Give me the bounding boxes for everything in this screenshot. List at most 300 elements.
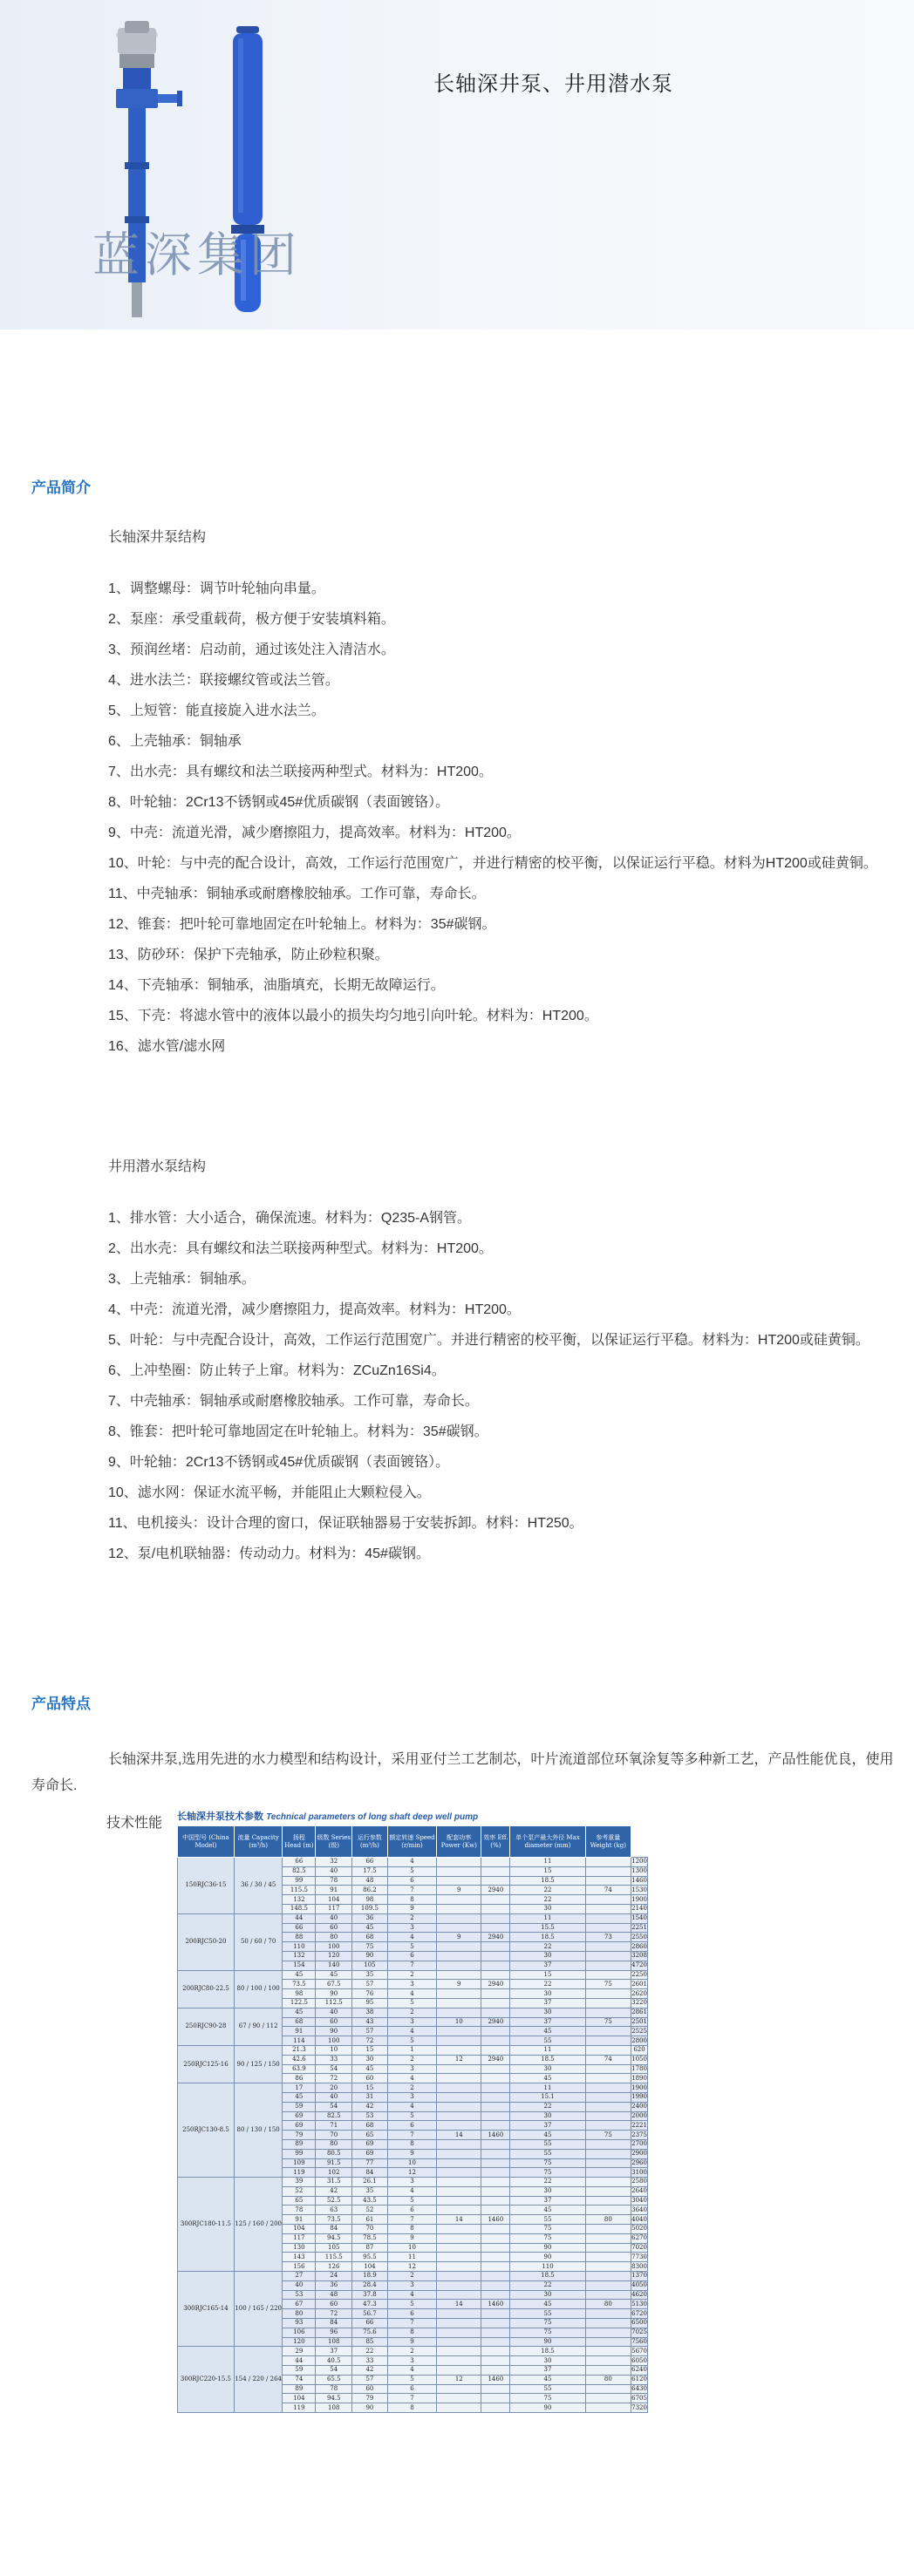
table-cell: 37 <box>316 2347 352 2356</box>
table-cell <box>437 1913 481 1923</box>
table-cell: 14 <box>437 2215 481 2225</box>
table-cell <box>585 2280 631 2290</box>
table-cell: 12 <box>387 2168 436 2178</box>
table-cell: 57 <box>352 2375 388 2384</box>
table-cell: 45 <box>510 2300 585 2309</box>
table-cell: 82.5 <box>283 1866 316 1876</box>
table-cell: 76 <box>352 1989 388 1999</box>
weight-cell: 5130 <box>631 2300 647 2308</box>
capacity-cell: 67 / 90 / 112 <box>234 2008 282 2045</box>
table-cell <box>481 2186 510 2196</box>
table-cell <box>437 2356 481 2366</box>
table-cell <box>585 2186 631 2196</box>
table-cell: 45 <box>316 1970 352 1980</box>
table-cell <box>481 2328 510 2337</box>
list-item: 4、进水法兰：联接螺纹管或法兰管。 <box>108 673 339 688</box>
table-cell: 65 <box>283 2196 316 2206</box>
table-cell <box>481 2403 510 2413</box>
table-cell: 61 <box>352 2215 388 2225</box>
table-cell: 7 <box>387 2131 436 2140</box>
list-item: 9、叶轮轴：2Cr13不锈钢或45#优质碳钢（表面镀铬）。 <box>108 1455 450 1470</box>
table-cell: 3 <box>387 2178 436 2187</box>
capacity-cell: 80 / 100 / 100 <box>234 1970 282 2008</box>
table-cell <box>437 1951 481 1961</box>
table-cell: 78 <box>316 2384 352 2394</box>
table-cell: 6 <box>387 2121 436 2131</box>
capacity-cell: 90 / 125 / 150 <box>234 2045 282 2083</box>
table-cell <box>585 2290 631 2300</box>
table-cell: 22 <box>510 1895 585 1905</box>
table-cell: 45 <box>283 2008 316 2017</box>
table-cell: 3 <box>387 2064 436 2074</box>
table-cell: 33 <box>352 2356 388 2366</box>
table-cell <box>481 2253 510 2262</box>
table-cell: 91 <box>283 2027 316 2036</box>
table-cell <box>437 2309 481 2319</box>
capacity-cell: 154 / 220 / 264 <box>234 2347 282 2413</box>
table-cell <box>437 2168 481 2178</box>
table-cell <box>481 1942 510 1952</box>
longshaft-structure-list <box>31 574 895 1062</box>
table-cell <box>585 2347 631 2356</box>
table-cell: 4 <box>387 1858 436 1867</box>
table-cell <box>585 2139 631 2149</box>
table-cell: 143 <box>283 2253 316 2262</box>
table-cell <box>437 2337 481 2347</box>
table-cell <box>585 1876 631 1886</box>
table-cell: 18.5 <box>510 2272 585 2281</box>
spec-table-container <box>177 1809 648 2413</box>
table-cell: 54 <box>316 2064 352 2074</box>
table-cell: 105 <box>352 1961 388 1970</box>
table-cell: 91.5 <box>316 2158 352 2168</box>
weight-cell: 2700 <box>631 2140 647 2148</box>
table-cell: 17 <box>283 2083 316 2093</box>
table-cell: 90 <box>316 1989 352 1999</box>
table-cell: 15.1 <box>510 2092 585 2102</box>
list-item: 10、叶轮：与中壳的配合设计，高效，工作运行范围宽广，并进行精密的校平衡，以保证运行平稳。材料为HT200或硅黄铜。 <box>108 856 877 871</box>
model-cell: 300RJC180-11.5 <box>178 2178 235 2272</box>
table-cell <box>481 2243 510 2253</box>
weight-cell: 6720 <box>631 2309 647 2317</box>
table-cell: 22 <box>510 2178 585 2187</box>
table-cell <box>437 2347 481 2356</box>
capacity-cell: 125 / 160 / 200 <box>234 2178 282 2272</box>
table-cell: 33 <box>316 2055 352 2064</box>
table-cell: 96 <box>316 2328 352 2337</box>
table-cell: 37 <box>510 2121 585 2131</box>
table-cell <box>437 2139 481 2149</box>
table-cell: 9 <box>387 2337 436 2347</box>
weight-cell: 3208 <box>631 1952 647 1960</box>
table-cell: 117 <box>283 2233 316 2243</box>
weight-cell: 7320 <box>631 2403 647 2411</box>
table-cell <box>437 2074 481 2083</box>
weight-cell: 1900 <box>631 2083 647 2091</box>
table-cell <box>585 2394 631 2403</box>
table-cell: 78 <box>283 2206 316 2215</box>
capacity-cell: 80 / 130 / 150 <box>234 2083 282 2178</box>
table-cell <box>437 1942 481 1952</box>
spec-table <box>177 1825 648 2413</box>
table-cell: 100 <box>316 2036 352 2046</box>
table-cell: 75 <box>510 2158 585 2168</box>
table-cell: 47.3 <box>352 2300 388 2309</box>
table-cell: 30 <box>510 2111 585 2121</box>
table-cell: 74 <box>585 1886 631 1895</box>
table-cell: 1 <box>387 2045 436 2055</box>
weight-cell: 620 <box>631 2045 648 2055</box>
table-cell: 42.6 <box>283 2055 316 2064</box>
table-cell: 5 <box>387 1942 436 1952</box>
table-cell <box>481 1923 510 1933</box>
table-cell: 55 <box>510 2384 585 2394</box>
weight-cell: 2550 <box>631 1933 647 1940</box>
weight-cell: 6705 <box>631 2394 647 2402</box>
weight-cell: 7560 <box>631 2338 647 2346</box>
table-cell: 57 <box>352 2027 388 2036</box>
table-cell: 45 <box>283 2092 316 2102</box>
table-cell: 8 <box>387 2225 436 2234</box>
table-cell <box>585 1913 631 1923</box>
table-cell: 52.5 <box>316 2196 352 2206</box>
table-cell <box>437 1858 481 1867</box>
table-cell: 4 <box>387 2074 436 2083</box>
table-cell: 18.5 <box>510 2055 585 2064</box>
table-cell: 104 <box>283 2225 316 2234</box>
table-cell <box>585 1866 631 1876</box>
table-cell: 5 <box>387 2111 436 2121</box>
table-cell: 66 <box>283 1923 316 1933</box>
weight-cell: 2140 <box>631 1905 647 1913</box>
table-cell: 6 <box>387 1876 436 1886</box>
table-cell <box>585 2356 631 2366</box>
table-cell <box>437 1876 481 1886</box>
table-cell: 18.9 <box>352 2272 388 2281</box>
table-header-cell: 级数 Series (级) <box>316 1826 352 1858</box>
brand-watermark: 蓝深集团 <box>92 228 302 282</box>
table-cell: 4 <box>387 2027 436 2036</box>
table-header-cell: 中国型号 (China Model) <box>178 1826 235 1858</box>
weight-cell: 3640 <box>631 2206 647 2213</box>
list-item: 5、叶轮：与中壳配合设计，高效，工作运行范围宽广。并进行精密的校平衡，以保证运行平稳。材料为：HT200或硅黄铜。 <box>108 1333 870 1348</box>
table-cell <box>585 2111 631 2121</box>
model-cell: 200RJC50-20 <box>178 1913 235 1970</box>
weight-cell: 2601 <box>631 1980 647 1988</box>
table-cell <box>585 1942 631 1952</box>
table-cell <box>437 2206 481 2215</box>
table-cell: 5 <box>387 2300 436 2309</box>
weight-cell: 1460 <box>631 1876 647 1884</box>
table-cell: 88 <box>283 1933 316 1942</box>
weight-cell: 3040 <box>631 2197 647 2205</box>
table-cell: 74 <box>585 2055 631 2064</box>
table-cell: 38 <box>352 2008 388 2017</box>
table-cell: 80 <box>316 2139 352 2149</box>
table-cell <box>585 1858 631 1867</box>
table-cell: 91 <box>283 2215 316 2225</box>
table-cell <box>437 2008 481 2017</box>
table-cell: 10 <box>387 2243 436 2253</box>
table-cell: 45 <box>352 1923 388 1933</box>
table-cell: 1460 <box>481 2215 510 2225</box>
table-cell: 75 <box>352 1942 388 1952</box>
table-cell: 3 <box>387 2017 436 2027</box>
table-cell <box>585 2403 631 2413</box>
weight-cell: 8300 <box>631 2262 647 2270</box>
table-cell <box>437 2196 481 2206</box>
table-cell: 75 <box>510 2319 585 2328</box>
weight-cell: 1890 <box>631 2074 647 2082</box>
table-row <box>178 2347 648 2356</box>
table-cell <box>481 2272 510 2281</box>
table-cell: 69 <box>352 2139 388 2149</box>
performance-label: 技术性能 <box>106 1816 163 1831</box>
table-cell: 67.5 <box>316 1980 352 1989</box>
weight-cell: 4040 <box>631 2215 647 2223</box>
weight-cell: 5020 <box>631 2225 647 2233</box>
table-cell: 27 <box>283 2272 316 2281</box>
table-cell: 15 <box>510 1866 585 1876</box>
table-cell: 120 <box>283 2337 316 2347</box>
table-cell: 30 <box>510 1951 585 1961</box>
hero-title: 长轴深井泵、井用潜水泵 <box>433 72 673 96</box>
table-cell <box>437 2036 481 2046</box>
table-cell: 31.5 <box>316 2178 352 2187</box>
table-cell: 10 <box>316 2045 352 2055</box>
table-cell: 99 <box>283 2149 316 2158</box>
table-cell <box>481 2290 510 2300</box>
table-cell: 2 <box>387 1970 436 1980</box>
table-cell: 5 <box>387 1998 436 2008</box>
table-cell: 110 <box>510 2262 585 2272</box>
table-cell: 67 <box>283 2300 316 2309</box>
table-cell: 2940 <box>481 2055 510 2064</box>
table-cell <box>585 2045 631 2055</box>
table-cell <box>585 2328 631 2337</box>
table-cell: 109 <box>283 2158 316 2168</box>
table-cell <box>437 2027 481 2036</box>
table-cell <box>437 2149 481 2158</box>
table-cell: 12 <box>387 2262 436 2272</box>
weight-cell: 4720 <box>631 1961 647 1969</box>
table-cell: 140 <box>316 1961 352 1970</box>
hero-banner <box>0 0 914 330</box>
table-cell: 90 <box>352 2403 388 2413</box>
table-cell: 57 <box>352 1980 388 1989</box>
table-cell <box>481 2139 510 2149</box>
table-cell: 59 <box>283 2102 316 2111</box>
table-cell: 39 <box>283 2178 316 2187</box>
table-cell: 87 <box>352 2243 388 2253</box>
table-cell <box>481 2064 510 2074</box>
table-cell: 28.4 <box>352 2280 388 2290</box>
table-cell: 98 <box>352 1895 388 1905</box>
table-cell: 73.5 <box>283 1980 316 1989</box>
spec-table-title-en: Technical parameters of long shaft deep well pump <box>266 1812 479 1822</box>
table-cell: 4 <box>387 1933 436 1942</box>
table-cell: 11 <box>510 2045 585 2055</box>
table-cell: 5 <box>387 2375 436 2384</box>
weight-cell: 1370 <box>631 2272 647 2280</box>
table-cell: 32 <box>316 1858 352 1867</box>
table-cell <box>585 2083 631 2093</box>
table-cell: 31 <box>352 2092 388 2102</box>
table-cell: 14 <box>437 2300 481 2309</box>
table-cell: 37 <box>510 1998 585 2008</box>
table-cell <box>585 2036 631 2046</box>
weight-cell: 3220 <box>631 1999 647 2007</box>
table-cell: 65.5 <box>316 2375 352 2384</box>
table-cell: 80 <box>283 2309 316 2319</box>
table-cell <box>481 1866 510 1876</box>
table-cell: 112.5 <box>316 1998 352 2008</box>
table-cell: 45 <box>510 2131 585 2140</box>
table-cell: 40 <box>316 2092 352 2102</box>
table-cell <box>481 2092 510 2102</box>
weight-cell: 6430 <box>631 2385 647 2393</box>
table-cell: 22 <box>510 1942 585 1952</box>
table-cell <box>481 2262 510 2272</box>
table-cell <box>481 1998 510 2008</box>
table-cell: 36 <box>352 1913 388 1923</box>
table-cell <box>481 2149 510 2158</box>
table-cell: 99 <box>283 1876 316 1886</box>
submersible-structure-list <box>31 1203 895 1569</box>
list-item: 6、上壳轴承：铜轴承 <box>108 734 242 749</box>
table-cell: 15 <box>510 1970 585 1980</box>
weight-cell: 2525 <box>631 2027 647 2035</box>
table-cell: 4 <box>387 2290 436 2300</box>
table-cell <box>585 2206 631 2215</box>
table-cell: 70 <box>316 2131 352 2140</box>
table-cell: 8 <box>387 2139 436 2149</box>
table-cell: 54 <box>316 2366 352 2375</box>
table-cell <box>437 1866 481 1876</box>
table-cell: 7 <box>387 2319 436 2328</box>
table-cell: 109.5 <box>352 1904 388 1913</box>
table-cell: 42 <box>352 2102 388 2111</box>
table-cell: 22 <box>510 2280 585 2290</box>
table-cell: 75 <box>585 2131 631 2140</box>
weight-cell: 1050 <box>631 2056 647 2063</box>
list-item: 8、锥套：把叶轮可靠地固定在叶轮轴上。材料为：35#碳钢。 <box>108 1424 488 1439</box>
table-cell: 90 <box>510 2243 585 2253</box>
table-cell: 1460 <box>481 2375 510 2384</box>
table-cell: 2 <box>387 2055 436 2064</box>
table-cell: 55 <box>510 2036 585 2046</box>
table-cell: 1460 <box>481 2131 510 2140</box>
table-cell: 2 <box>387 2083 436 2093</box>
table-cell: 117 <box>316 1904 352 1913</box>
weight-cell: 2251 <box>631 1923 647 1931</box>
table-cell <box>481 2111 510 2121</box>
table-cell <box>585 2158 631 2168</box>
table-cell: 80.5 <box>316 2149 352 2158</box>
table-cell: 91 <box>316 1886 352 1895</box>
table-cell: 100 <box>316 1942 352 1952</box>
table-cell: 82.5 <box>316 2111 352 2121</box>
table-cell: 59 <box>283 2366 316 2375</box>
weight-cell: 2960 <box>631 2158 647 2166</box>
weight-cell: 2800 <box>631 2036 647 2044</box>
table-cell: 2940 <box>481 1933 510 1942</box>
weight-cell: 6240 <box>631 2366 647 2374</box>
table-cell: 45 <box>352 2064 388 2074</box>
table-cell: 43 <box>352 2017 388 2027</box>
table-cell: 36 <box>316 2280 352 2290</box>
table-cell <box>481 2280 510 2290</box>
table-header-cell: 配套功率 Power (Kw) <box>437 1826 481 1858</box>
table-cell <box>481 2036 510 2046</box>
list-item: 6、上冲垫圈：防止转子上窜。材料为：ZCuZn16Si4。 <box>108 1363 446 1378</box>
table-cell <box>437 2233 481 2243</box>
capacity-cell: 100 / 165 / 220 <box>234 2272 282 2347</box>
table-cell: 60 <box>316 2300 352 2309</box>
table-cell: 105 <box>316 2243 352 2253</box>
table-cell <box>437 2178 481 2187</box>
table-cell: 18.5 <box>510 2347 585 2356</box>
table-cell: 68 <box>352 1933 388 1942</box>
table-cell <box>585 2319 631 2328</box>
table-cell: 122.5 <box>283 1998 316 2008</box>
table-cell: 21.3 <box>283 2045 316 2055</box>
table-cell: 48 <box>316 2290 352 2300</box>
table-cell: 69 <box>283 2111 316 2121</box>
table-cell: 15 <box>352 2045 388 2055</box>
table-cell: 126 <box>316 2262 352 2272</box>
table-cell <box>585 1998 631 2008</box>
table-cell <box>437 2045 481 2055</box>
table-cell: 2940 <box>481 1980 510 1989</box>
weight-cell: 2900 <box>631 2150 647 2158</box>
table-cell <box>437 2272 481 2281</box>
table-cell: 7 <box>387 2215 436 2225</box>
table-row <box>178 2008 648 2017</box>
table-cell <box>437 2092 481 2102</box>
table-cell: 75 <box>510 2233 585 2243</box>
weight-cell: 7730 <box>631 2253 647 2260</box>
table-cell: 9 <box>437 1980 481 1989</box>
table-cell: 63.9 <box>283 2064 316 2074</box>
list-item: 12、锥套：把叶轮可靠地固定在叶轮轴上。材料为：35#碳钢。 <box>108 917 496 932</box>
table-cell <box>481 2158 510 2168</box>
table-cell <box>481 1876 510 1886</box>
table-cell: 119 <box>283 2403 316 2413</box>
table-cell: 3 <box>387 1923 436 1933</box>
table-cell: 24 <box>316 2272 352 2281</box>
table-cell: 66 <box>352 1858 388 1867</box>
table-cell: 90 <box>510 2403 585 2413</box>
table-cell: 104 <box>352 2262 388 2272</box>
table-cell: 85 <box>352 2337 388 2347</box>
table-cell: 18.5 <box>510 1933 585 1942</box>
table-cell: 69 <box>352 2149 388 2158</box>
table-cell: 5 <box>387 1866 436 1876</box>
table-cell: 10 <box>437 2017 481 2027</box>
table-cell: 9 <box>387 2233 436 2243</box>
weight-cell: 4050 <box>631 2281 647 2289</box>
table-cell <box>585 2149 631 2158</box>
table-cell: 114 <box>283 2036 316 2046</box>
table-cell <box>585 2178 631 2187</box>
table-cell: 37 <box>510 2196 585 2206</box>
table-cell: 11 <box>387 2253 436 2262</box>
table-cell <box>437 1998 481 2008</box>
table-cell: 2940 <box>481 2017 510 2027</box>
table-cell: 10 <box>387 2158 436 2168</box>
weight-cell: 7020 <box>631 2244 647 2252</box>
